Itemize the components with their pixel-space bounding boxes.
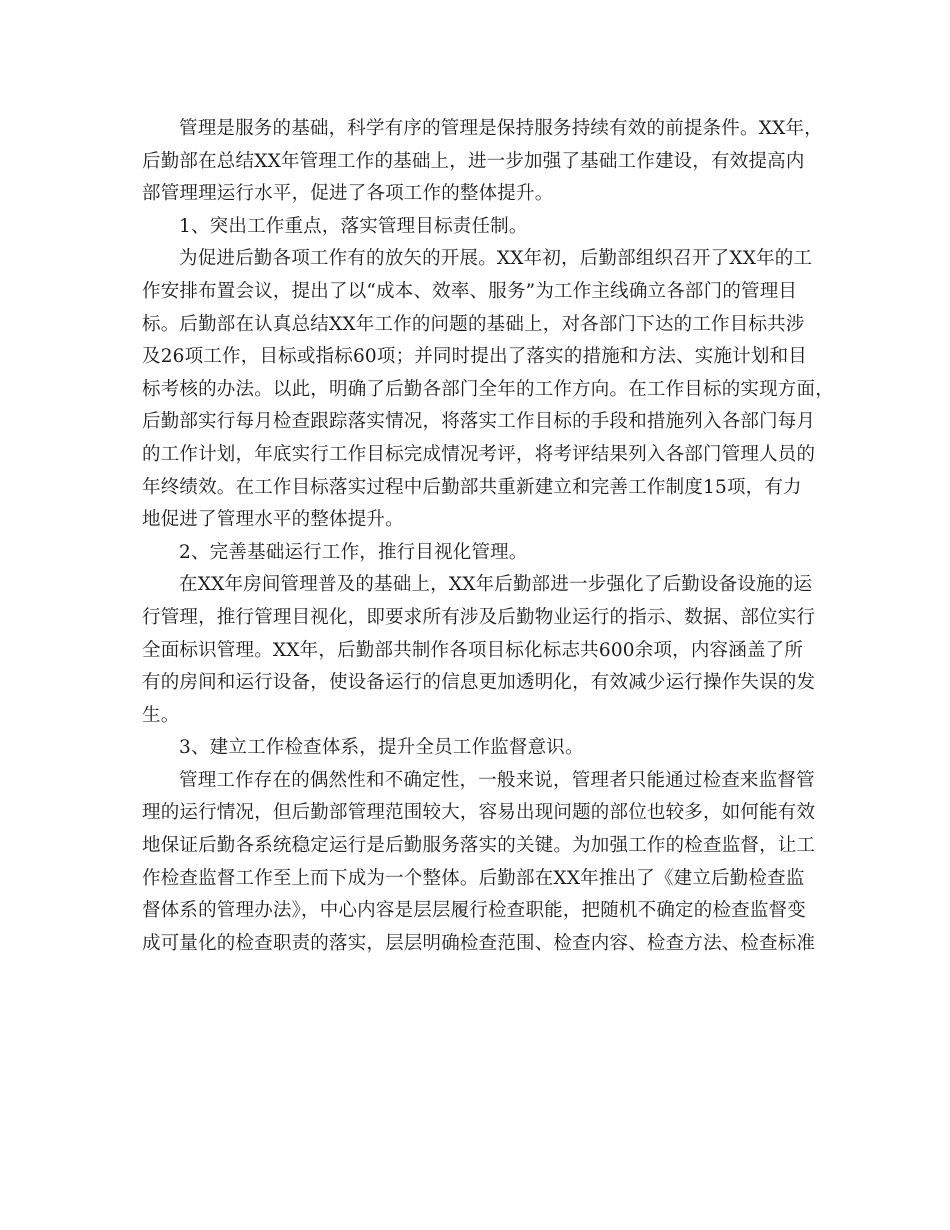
text-line: 督体系的管理办法》，中心内容是层层履行检查职能，把随机不确定的检查监督变 — [142, 900, 806, 922]
text-line: 在XX年房间管理普及的基础上，XX年后勤部进一步强化了后勤设备设施的运 — [179, 574, 813, 596]
text-line: 2、完善基础运行工作，推行目视化管理。 — [179, 541, 528, 563]
text-line: 成可量化的检查职责的落实，层层明确检查范围、检查内容、检查方法、检查标准 — [142, 932, 816, 954]
text-line: 为促进后勤各项工作有的放矢的开展。XX年初，后勤部组织召开了XX年的工 — [179, 248, 813, 270]
text-line: 生。 — [142, 704, 180, 726]
text-line: 部管理理运行水平，促进了各项工作的整体提升。 — [142, 183, 554, 205]
text-line: 作安排布置会议，提出了以“成本、效率、服务”为工作主线确立各部门的管理目 — [142, 280, 798, 302]
text-line: 3、建立工作检查体系，提升全员工作监督意识。 — [179, 737, 584, 759]
text-line: 标考核的办法。以此，明确了后勤各部门全年的工作方向。在工作目标的实现方面， — [142, 378, 834, 400]
text-line: 有的房间和运行设备，使设备运行的信息更加透明化，有效减少运行操作失误的发 — [142, 672, 816, 694]
text-line: 管理是服务的基础，科学有序的管理是保持服务持续有效的前提条件。XX年， — [179, 118, 823, 139]
text-line: 后勤部在总结XX年管理工作的基础上，进一步加强了基础工作建设，有效提高内 — [142, 150, 805, 172]
text-line: 作检查监督工作至上而下成为一个整体。后勤部在XX年推出了《建立后勤检查监 — [142, 867, 805, 889]
text-line: 全面标识管理。XX年，后勤部共制作各项目标化标志共600余项，内容涵盖了所 — [142, 639, 804, 661]
text-line: 1、突出工作重点，落实管理目标责任制。 — [179, 215, 528, 237]
text-line: 年终绩效。在工作目标落实过程中后勤部共重新建立和完善工作制度15项，有力 — [142, 476, 802, 498]
text-line: 地保证后勤各系统稳定运行是后勤服务落实的关键。为加强工作的检查监督，让工 — [142, 835, 816, 857]
text-line: 行管理，推行管理目视化，即要求所有涉及后勤物业运行的指示、数据、部位实行 — [142, 606, 816, 628]
text-line: 管理工作存在的偶然性和不确定性，一般来说，管理者只能通过检查来监督管 — [179, 769, 815, 791]
document-body — [142, 113, 832, 960]
text-line: 标。后勤部在认真总结XX年工作的问题的基础上，对各部门下达的工作目标共涉 — [142, 313, 805, 335]
text-line: 及26项工作，目标或指标60项；并同时提出了落实的措施和方法、实施计划和目 — [142, 346, 807, 368]
text-line: 后勤部实行每月检查跟踪落实情况，将落实工作目标的手段和措施列入各部门每月 — [142, 411, 816, 433]
text-line: 的工作计划，年底实行工作目标完成情况考评，将考评结果列入各部门管理人员的 — [142, 443, 816, 465]
text-line: 地促进了管理水平的整体提升。 — [142, 509, 404, 531]
text-line: 理的运行情况，但后勤部管理范围较大，容易出现问题的部位也较多，如何能有效 — [142, 802, 816, 824]
